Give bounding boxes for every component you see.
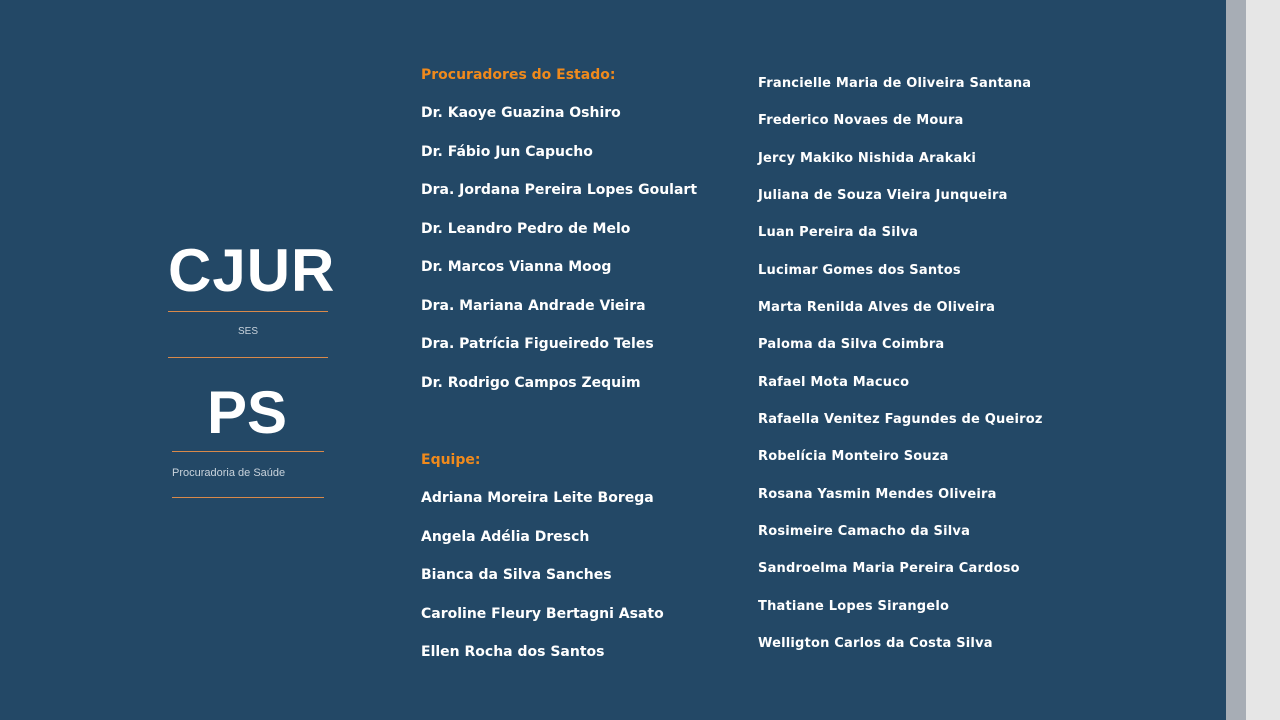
equipe-member-name: Rafaella Venitez Fagundes de Queiroz xyxy=(758,411,1043,427)
equipe-member-name: Angela Adélia Dresch xyxy=(421,528,590,545)
logo-divider xyxy=(172,497,324,498)
procuradores-list xyxy=(421,104,697,412)
equipe-member-name: Adriana Moreira Leite Borega xyxy=(421,490,654,506)
equipe-member-name: Paloma da Silva Coimbra xyxy=(758,337,945,353)
equipe-member-name: Juliana de Souza Vieira Junqueira xyxy=(758,187,1008,203)
equipe-member-name: Rosimeire Camacho da Silva xyxy=(758,523,971,539)
procurador-name: Dr. Kaoye Guazina Oshiro xyxy=(421,105,621,121)
logo-acronym: PS xyxy=(206,379,288,446)
procurador-name: Dr. Rodrigo Campos Zequim xyxy=(421,374,641,391)
equipe-member-name: Rosana Yasmin Mendes Oliveira xyxy=(758,486,997,502)
logo-caption: Procuradoria de Saúde xyxy=(172,467,286,479)
logo-subtitle: SES xyxy=(237,326,258,337)
equipe-member-name: Luan Pereira da Silva xyxy=(758,225,919,241)
logo-divider xyxy=(172,451,324,452)
procuradores-heading: Procuradores do Estado: xyxy=(421,67,616,83)
equipe-member-name: Caroline Fleury Bertagni Asato xyxy=(421,605,664,622)
equipe-member-name: Jercy Makiko Nishida Arakaki xyxy=(758,150,977,166)
procurador-name: Dr. Leandro Pedro de Melo xyxy=(421,220,631,237)
equipe-member-name: Frederico Novaes de Moura xyxy=(758,113,964,129)
equipe-member-name: Marta Renilda Alves de Oliveira xyxy=(758,299,996,315)
equipe-list-right xyxy=(758,75,1043,672)
procurador-name: Dr. Fábio Jun Capucho xyxy=(421,143,593,160)
equipe-member-name: Welligton Carlos da Costa Silva xyxy=(758,635,993,651)
equipe-list-left xyxy=(421,489,664,682)
equipe-member-name: Sandroelma Maria Pereira Cardoso xyxy=(758,561,1020,577)
logo-divider xyxy=(168,311,328,312)
procurador-name: Dra. Patrícia Figueiredo Teles xyxy=(421,336,654,352)
procurador-name: Dr. Marcos Vianna Moog xyxy=(421,259,612,275)
equipe-heading: Equipe: xyxy=(421,452,481,468)
procurador-name: Dra. Jordana Pereira Lopes Goulart xyxy=(421,182,698,198)
equipe-member-name: Thatiane Lopes Sirangelo xyxy=(758,598,950,614)
equipe-member-name: Bianca da Silva Sanches xyxy=(421,567,612,583)
equipe-member-name: Ellen Rocha dos Santos xyxy=(421,644,605,660)
vertical-scrollbar[interactable] xyxy=(1226,0,1246,720)
logo-title: CJUR xyxy=(168,237,336,304)
window-edge xyxy=(1246,0,1280,720)
logo-divider xyxy=(168,357,328,358)
equipe-member-name: Robelícia Monteiro Souza xyxy=(758,449,949,465)
equipe-member-name: Lucimar Gomes dos Santos xyxy=(758,262,961,278)
procurador-name: Dra. Mariana Andrade Vieira xyxy=(421,297,646,314)
equipe-member-name: Rafael Mota Macuco xyxy=(758,374,910,390)
equipe-member-name: Francielle Maria de Oliveira Santana xyxy=(758,76,1032,91)
